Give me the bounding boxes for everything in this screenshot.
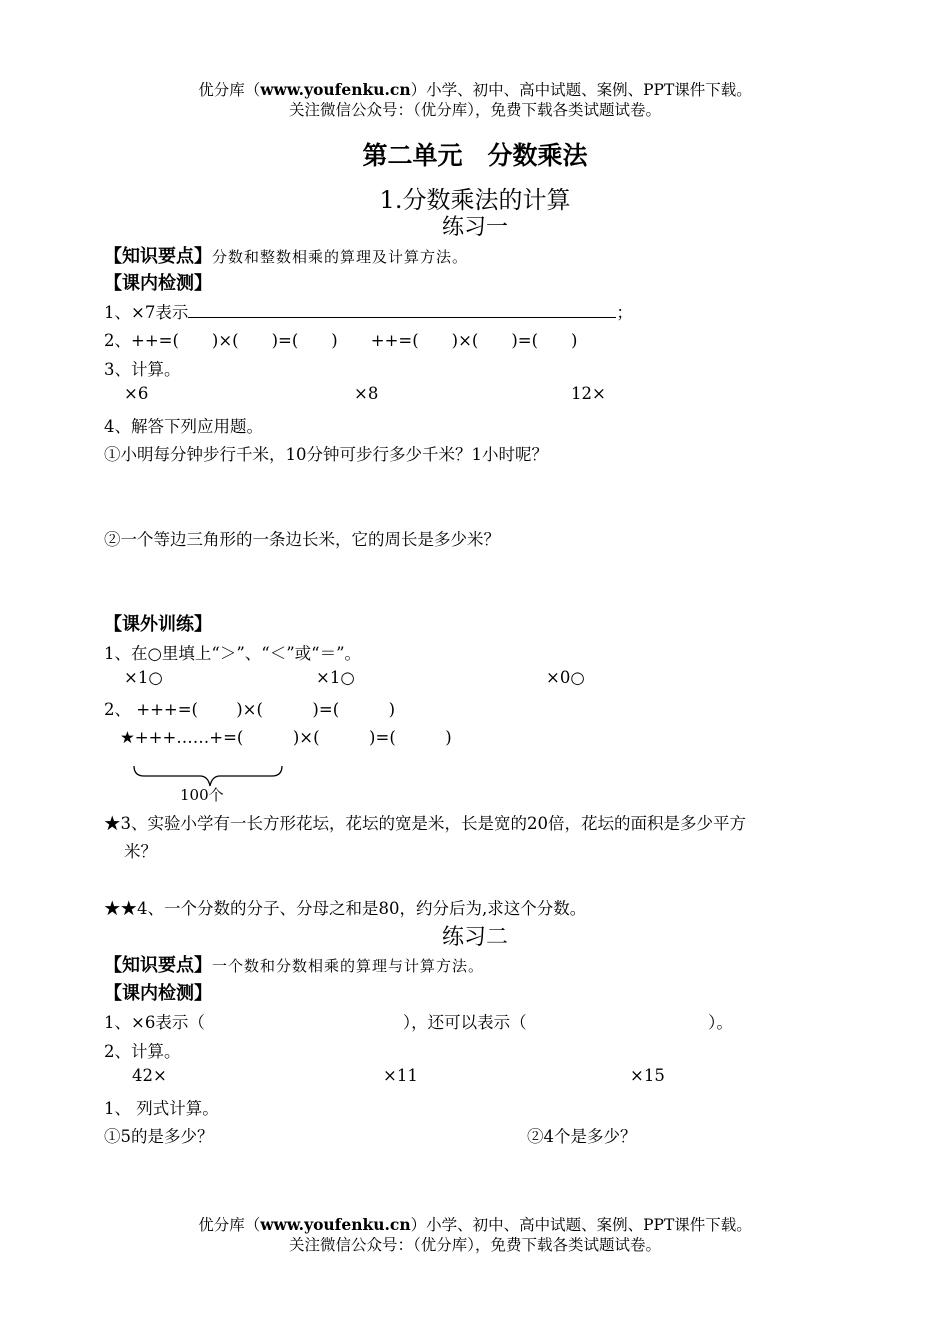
brace-label: 100个 [180, 786, 224, 804]
ex1-out-question-1: 1、在○里填上“＞”、“＜”或“＝”。 [104, 644, 362, 663]
ex1-out-class-heading: 【课外训练】 [104, 614, 212, 635]
ex1-in-class-heading: 【课内检测】 [104, 273, 212, 294]
footer-line-2: 关注微信公众号：（优分库），免费下载各类试题试卷。 [288, 1236, 661, 1254]
unit-title: 第二单元 分数乘法 [362, 141, 588, 170]
header-site-link[interactable]: www.youfenku.cn [260, 80, 411, 99]
header-line-1: 优分库（www.youfenku.cn）小学、初中、高中试题、案例、PPT课件下载。 [198, 80, 752, 99]
ex1-question-4-1: ①小明每分钟步行千米，10分钟可步行多少千米？1小时呢？ [104, 445, 548, 464]
compare-item: ×1○ [124, 668, 163, 687]
ex2-word-item: ①5的是多少？ [104, 1127, 214, 1146]
ex2-knowledge-points: 【知识要点】一个数和分数相乘的算理与计算方法。 [104, 955, 485, 976]
exercise-2-title: 练习二 [441, 925, 508, 950]
footer-line-1: 优分库（www.youfenku.cn）小学、初中、高中试题、案例、PPT课件下载。 [198, 1215, 752, 1234]
header-line-2: 关注微信公众号：（优分库），免费下载各类试题试卷。 [288, 101, 661, 119]
ex1-knowledge-points: 【知识要点】分数和整数相乘的算理及计算方法。 [104, 246, 469, 267]
ex2-calc-item: ×11 [383, 1066, 418, 1085]
lesson-title: 1.分数乘法的计算 [379, 186, 571, 214]
ex1-calc-item: 12× [571, 384, 606, 403]
ex1-out-question-2: 2、 +++=( )×( )=( ) [104, 700, 396, 719]
footer-site-link[interactable]: www.youfenku.cn [260, 1215, 411, 1234]
ex2-calc-item: ×15 [630, 1066, 665, 1085]
ex2-in-class-heading: 【课内检测】 [104, 983, 212, 1004]
answer-line[interactable] [188, 303, 616, 318]
ex1-calc-item: ×6 [124, 384, 149, 403]
ex1-calc-item: ×8 [354, 384, 379, 403]
ex2-question-1: 1、×6表示（ ），还可以表示（ ）。 [104, 1013, 733, 1032]
ex2-word-item: ②4个是多少？ [527, 1127, 637, 1146]
ex1-question-1: 1、×7表示 ； [104, 303, 633, 322]
ex1-out-question-3-cont: 米？ [124, 842, 157, 861]
ex1-out-question-2-star: ★+++……+=( )×( )=( ) [120, 728, 452, 747]
ex1-question-4: 4、解答下列应用题。 [104, 417, 263, 436]
ex2-question-3: 1、 列式计算。 [104, 1099, 219, 1118]
ex1-out-question-3: ★3、实验小学有一长方形花坛，花坛的宽是米，长是宽的20倍，花坛的面积是多少平方 [104, 814, 746, 833]
ex1-question-3: 3、计算。 [104, 360, 181, 379]
ex2-calc-item: 42× [132, 1066, 167, 1085]
ex1-out-question-4: ★★4、一个分数的分子、分母之和是80，约分后为,求这个分数。 [104, 899, 587, 918]
ex1-question-4-2: ②一个等边三角形的一条边长米，它的周长是多少米？ [104, 530, 500, 549]
ex1-question-2: 2、++=( )×( )=( ) ++=( )×( )=( ) [104, 331, 578, 350]
ex2-question-2: 2、计算。 [104, 1042, 181, 1061]
compare-item: ×1○ [316, 668, 355, 687]
compare-item: ×0○ [546, 668, 585, 687]
exercise-1-title: 练习一 [441, 215, 508, 240]
